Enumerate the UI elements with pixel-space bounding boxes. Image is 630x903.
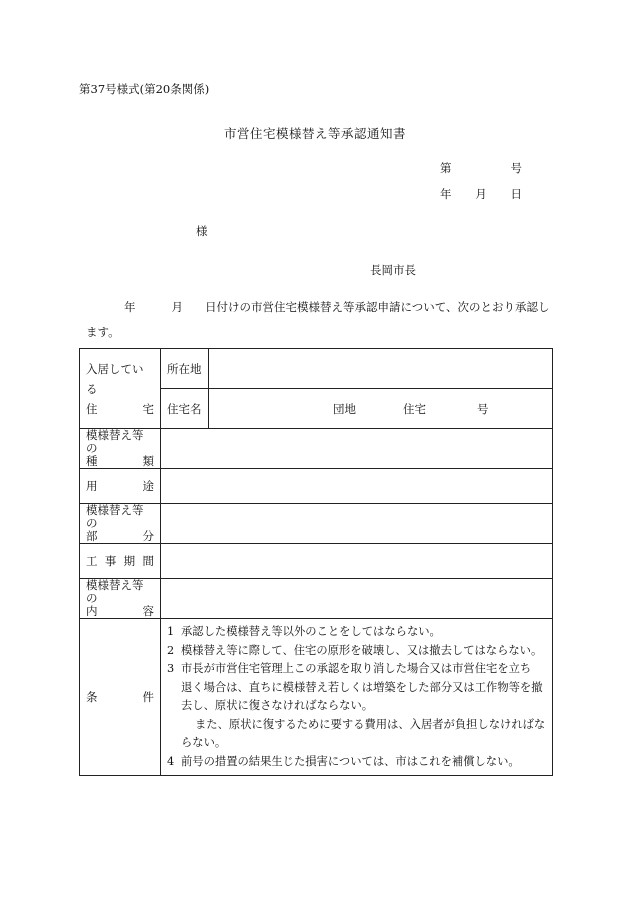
period-field[interactable] [161,544,553,579]
form-number: 第37号様式(第20条関係) [79,82,210,96]
table-row-part [80,504,553,544]
condition-text-line2: 退く場合は、直ちに模様替え若しくは増築をした部分又は工作物等を撤 [181,680,543,694]
table-row-type [80,429,553,469]
type-label-char-2: 類 [142,454,154,468]
conditions-label [80,619,161,776]
condition-text: 前号の措置の結果生じた損害については、市はこれを補償しない。 [181,754,520,768]
condition-text: 承認した模様替え等以外のことをしてはならない。 [181,625,441,638]
use-label-char-1: 用 [86,479,98,493]
intro-month: 月 [171,300,183,314]
house-name-field[interactable] [209,389,553,429]
condition-item [167,660,546,753]
issuer: 長岡市長 [370,263,416,277]
type-field[interactable] [161,429,553,469]
resident-label-char-1: 住 [86,401,98,416]
use-label-char-2: 途 [142,479,154,493]
table-row-content [80,579,553,619]
date-day: 日 [510,187,522,201]
period-label-char-2: 事 [104,554,117,568]
content-label-char-2: 容 [142,604,154,618]
condition-text: 模様替え等に際して、住宅の原形を破壊し、又は撤去してはならない。 [181,643,543,657]
type-label-line2 [86,455,154,468]
address-label: 所在地 [161,349,209,389]
type-label-line1: 模様替え等の [86,428,144,455]
resident-label-line2 [86,399,154,419]
content-label-line2 [86,605,154,618]
part-label-line1: 模様替え等の [86,503,144,530]
document-date [440,186,522,202]
date-year: 年 [440,187,452,201]
resident-label-char-2: 宅 [142,401,154,416]
condition-number: 2 [167,643,175,657]
approval-form-table [79,348,553,776]
content-label-line1: 模様替え等の [86,578,144,605]
conditions-label-char-1: 条 [86,690,98,704]
table-row-use [80,469,553,504]
conditions-list [161,619,553,776]
document-title: 市営住宅模様替え等承認通知書 [223,126,406,141]
condition-item [167,642,546,661]
house-name-label: 住宅名 [161,389,209,429]
house-danchi-label: 団地 [333,401,356,416]
house-jutaku-label: 住宅 [403,401,426,416]
document-number-suffix: 号 [510,161,522,175]
date-month: 月 [475,187,487,201]
table-row-address [80,349,553,389]
document-number-prefix: 第 [440,161,452,175]
part-label-char-1: 部 [86,529,98,543]
condition-paragraph-line1: また、原状に復するために要する費用は、入居者が負担しなければな [195,717,546,731]
condition-item [167,753,546,772]
house-go-label: 号 [477,401,489,416]
intro-line2: ます。 [86,325,120,339]
type-label-char-1: 種 [86,454,98,468]
document-number [440,160,522,176]
address-field[interactable] [209,349,553,389]
content-field[interactable] [161,579,553,619]
addressee: 様 [196,224,208,238]
period-label-char-3: 期 [123,554,136,568]
content-label-char-1: 内 [86,604,98,618]
condition-number: 1 [167,625,175,638]
condition-number: 3 [167,662,175,675]
intro-paragraph [86,295,556,345]
period-label-char-1: 工 [86,554,98,568]
resident-label-line1: 入居している [86,361,144,396]
use-field[interactable] [161,469,553,504]
part-label-line2 [86,530,154,543]
period-label-char-4: 間 [142,554,154,568]
content-label [80,579,161,619]
use-label [80,469,161,504]
condition-item [167,623,546,642]
condition-text-line3: 去し、原状に復さなければならない。 [181,699,374,712]
intro-year: 年 [124,300,136,314]
condition-paragraph-line2: らない。 [181,736,227,749]
condition-text-line1: 市長が市営住宅管理上この承認を取り消した場合又は市営住宅を立ち [181,662,532,675]
period-label [80,544,161,579]
table-row-period [80,544,553,579]
type-label [80,429,161,469]
conditions-label-char-2: 件 [142,690,154,704]
part-label-char-2: 分 [142,529,154,543]
table-row-conditions [80,619,553,776]
part-field[interactable] [161,504,553,544]
resident-house-label [80,349,161,429]
intro-line1: 日付けの市営住宅模様替え等承認申請について、次のとおり承認し [205,300,550,314]
condition-number: 4 [167,754,175,768]
part-label [80,504,161,544]
